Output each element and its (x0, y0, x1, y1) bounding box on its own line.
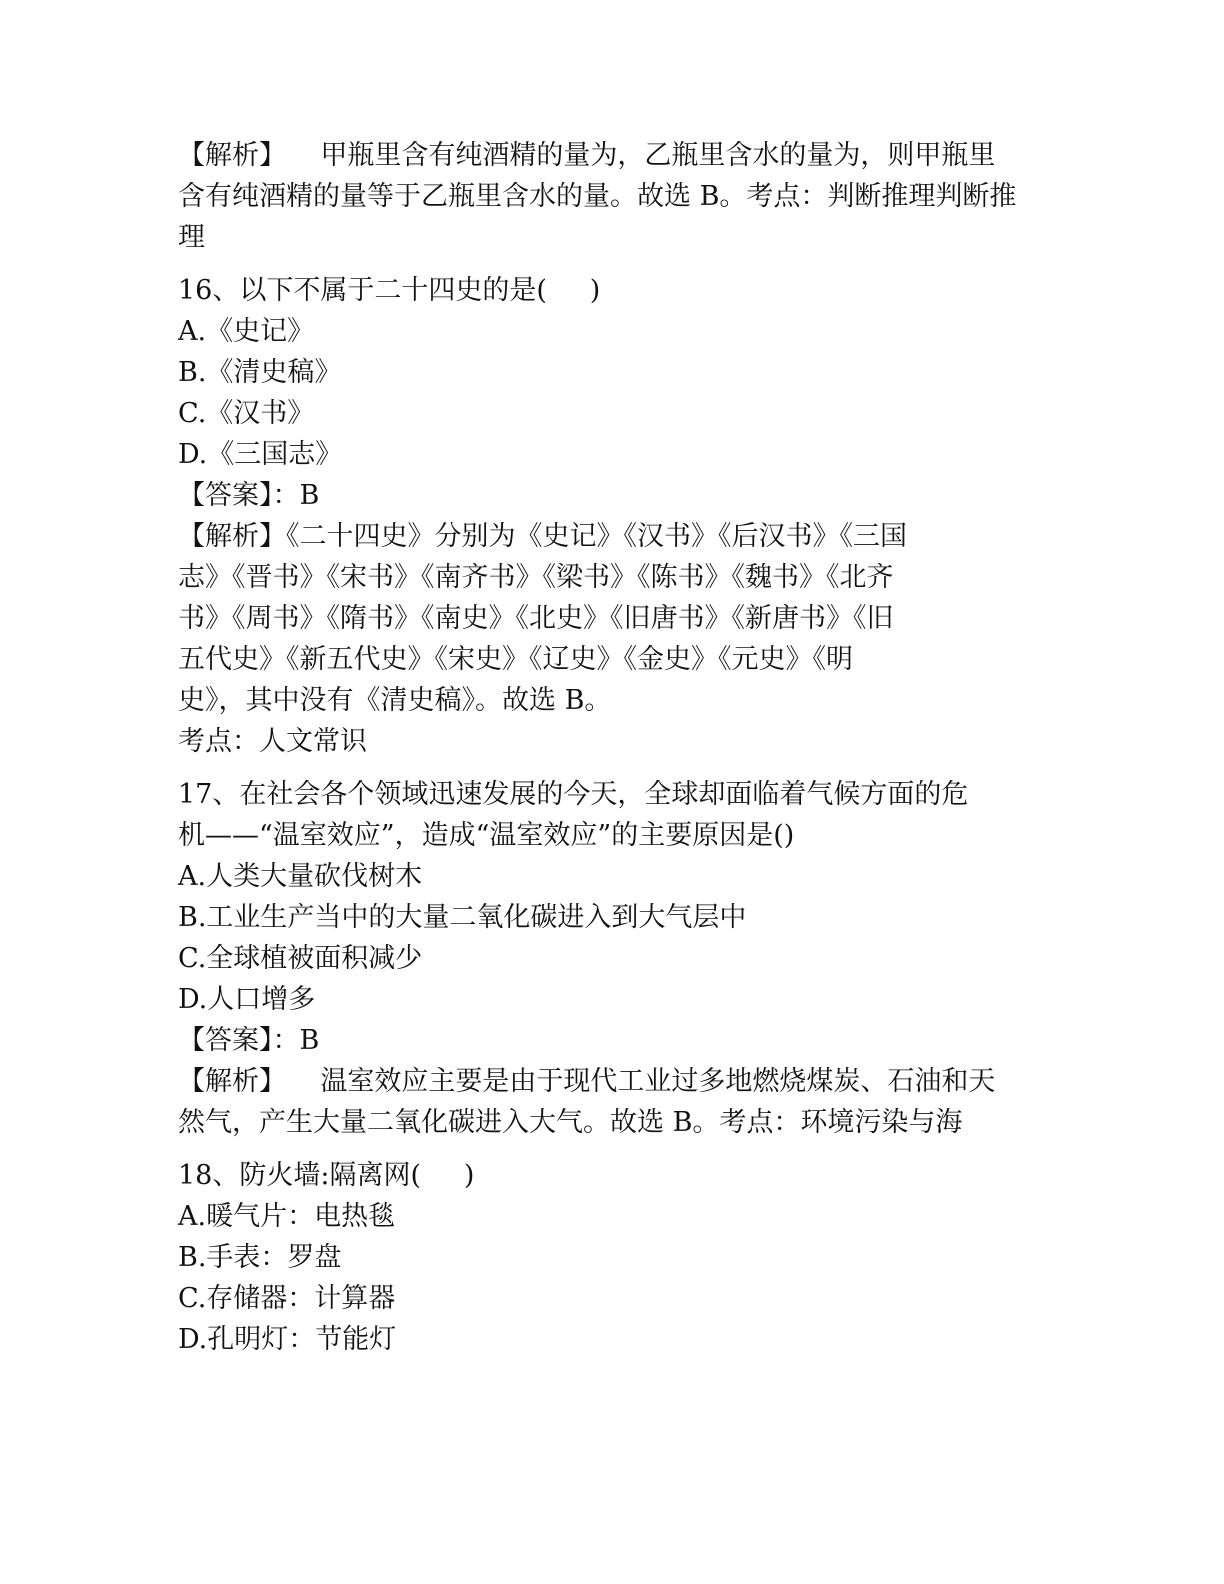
option-a: A.人类大量砍伐树木 (178, 861, 423, 892)
question-stem: 17、在社会各个领域迅速发展的今天，全球却面临着气候方面的危 (178, 779, 969, 810)
analysis-line: 含有纯酒精的量等于乙瓶里含水的量。故选 B。考点：判断推理判断推 (178, 181, 1017, 212)
option-d: D.人口增多 (178, 984, 316, 1015)
kaodian: 考点：人文常识 (178, 726, 367, 757)
option-b: B.手表：罗盘 (178, 1242, 342, 1273)
analysis-line: 五代史》《新五代史》《宋史》《辽史》《金史》《元史》《明 (178, 644, 853, 675)
analysis-line: 【解析】 温室效应主要是由于现代工业过多地燃烧煤炭、石油和天 (178, 1066, 996, 1097)
analysis-line: 然气，产生大量二氧化碳进入大气。故选 B。考点：环境污染与海 (178, 1107, 963, 1138)
option-d: D.孔明灯：节能灯 (178, 1324, 397, 1355)
analysis-line: 史》，其中没有《清史稿》。故选 B。 (178, 685, 612, 716)
question-stem: 16、以下不属于二十四史的是( ) (178, 275, 601, 306)
answer: 【答案】：B (178, 1025, 320, 1056)
question-17 (178, 774, 1048, 1143)
option-c: C.存储器：计算器 (178, 1283, 396, 1314)
option-b: B.《清史稿》 (178, 357, 342, 388)
analysis-line: 【解析】 甲瓶里含有纯酒精的量为，乙瓶里含水的量为，则甲瓶里 (178, 140, 996, 171)
previous-question-analysis (178, 135, 1048, 258)
option-d: D.《三国志》 (178, 439, 343, 470)
analysis-line: 理 (178, 222, 205, 253)
option-a: A.《史记》 (178, 316, 315, 347)
answer: 【答案】：B (178, 480, 320, 511)
question-18 (178, 1155, 1048, 1360)
option-c: C.《汉书》 (178, 398, 315, 429)
document-page (178, 135, 1048, 1360)
question-stem: 机——“温室效应”，造成“温室效应”的主要原因是() (178, 820, 795, 851)
analysis-line: 【解析】《二十四史》分别为《史记》《汉书》《后汉书》《三国 (178, 521, 907, 552)
question-16 (178, 270, 1048, 762)
option-c: C.全球植被面积减少 (178, 943, 423, 974)
option-b: B.工业生产当中的大量二氧化碳进入到大气层中 (178, 902, 747, 933)
analysis-line: 志》《晋书》《宋书》《南齐书》《梁书》《陈书》《魏书》《北齐 (178, 562, 894, 593)
option-a: A.暖气片：电热毯 (178, 1201, 396, 1232)
analysis-line: 书》《周书》《隋书》《南史》《北史》《旧唐书》《新唐书》《旧 (178, 603, 894, 634)
question-stem: 18、防火墙:隔离网( ) (178, 1160, 475, 1191)
